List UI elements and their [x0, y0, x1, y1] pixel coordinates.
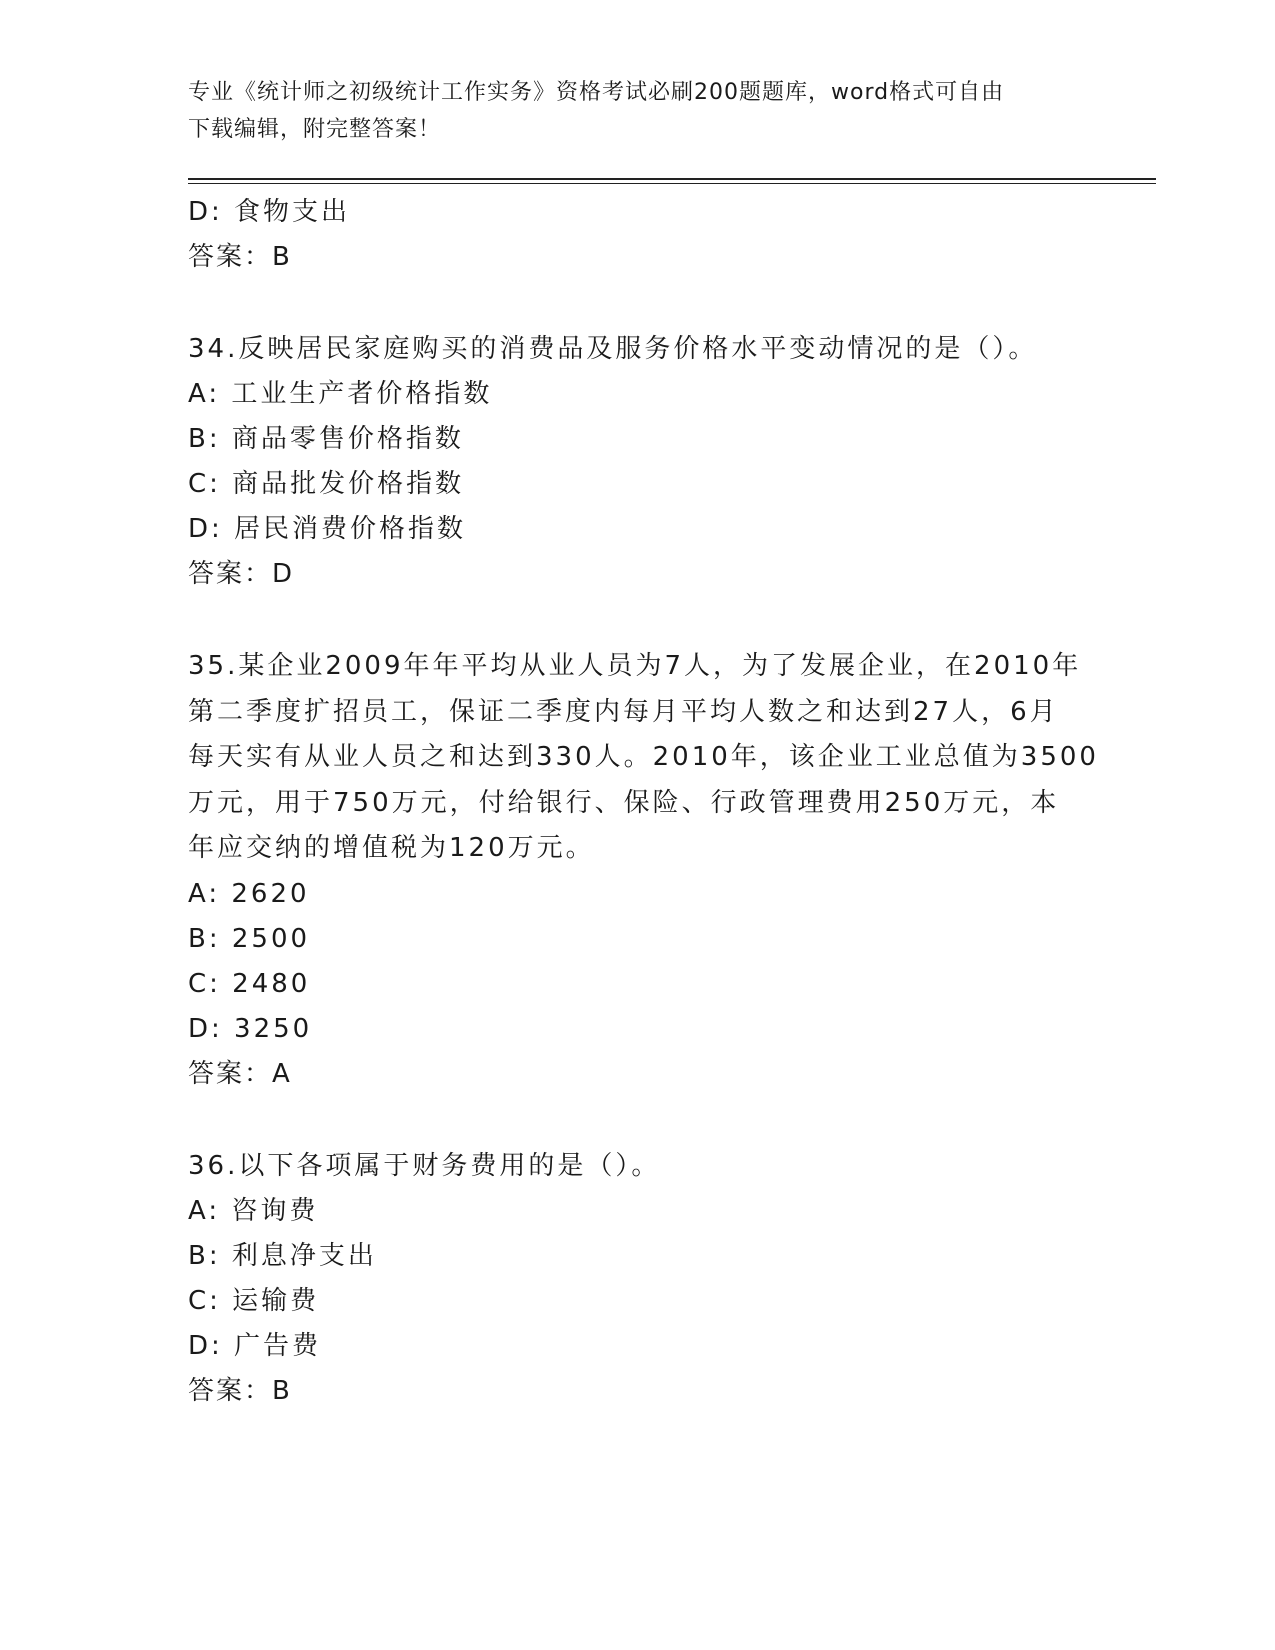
- question-stem: 34.反映居民家庭购买的消费品及服务价格水平变动情况的是（）。: [188, 334, 1038, 364]
- stem-line: 年应交纳的增值税为120万元。: [188, 833, 595, 863]
- question-34: [188, 327, 1088, 597]
- option-c: C: 运输费: [188, 1285, 320, 1316]
- prev-option-d: D: 食物支出: [188, 197, 351, 227]
- option-a: A: 咨询费: [188, 1195, 319, 1226]
- question-stem: 36.以下各项属于财务费用的是（）。: [188, 1150, 661, 1181]
- document-header: [188, 74, 1068, 148]
- answer: 答案：A: [188, 1058, 292, 1089]
- answer: 答案：D: [188, 559, 295, 589]
- header-line-2: 下载编辑，附完整答案！: [188, 117, 442, 142]
- header-divider-top: [188, 178, 1156, 180]
- header-divider-bottom: [188, 183, 1156, 184]
- option-b: B: 2500: [188, 923, 311, 954]
- stem-line: 35.某企业2009年年平均从业人员为7人，为了发展企业，在2010年: [188, 651, 1082, 681]
- option-a: A: 工业生产者价格指数: [188, 379, 493, 409]
- stem-line: 万元，用于750万元，付给银行、保险、行政管理费用250万元，本: [188, 787, 1060, 818]
- option-a: A: 2620: [188, 878, 310, 909]
- option-d: D: 广告费: [188, 1330, 322, 1361]
- option-d: D: 居民消费价格指数: [188, 514, 467, 544]
- option-d: D: 3250: [188, 1013, 313, 1044]
- option-b: B: 商品零售价格指数: [188, 424, 464, 454]
- question-stem: [188, 644, 1099, 872]
- stem-line: 每天实有从业人员之和达到330人。2010年，该企业工业总值为3500: [188, 742, 1099, 772]
- question-35: [188, 644, 1099, 1097]
- prev-answer: 答案：B: [188, 242, 292, 272]
- option-c: C: 商品批发价格指数: [188, 469, 465, 499]
- question-36: [188, 1144, 1088, 1414]
- header-line-1: 专业《统计师之初级统计工作实务》资格考试必刷200题题库，word格式可自由: [188, 80, 1005, 105]
- stem-line: 第二季度扩招员工，保证二季度内每月平均人数之和达到27人，6月: [188, 696, 1059, 727]
- option-c: C: 2480: [188, 968, 311, 999]
- question-list: [188, 190, 1099, 1414]
- answer: 答案：B: [188, 1375, 292, 1406]
- option-b: B: 利息净支出: [188, 1240, 377, 1271]
